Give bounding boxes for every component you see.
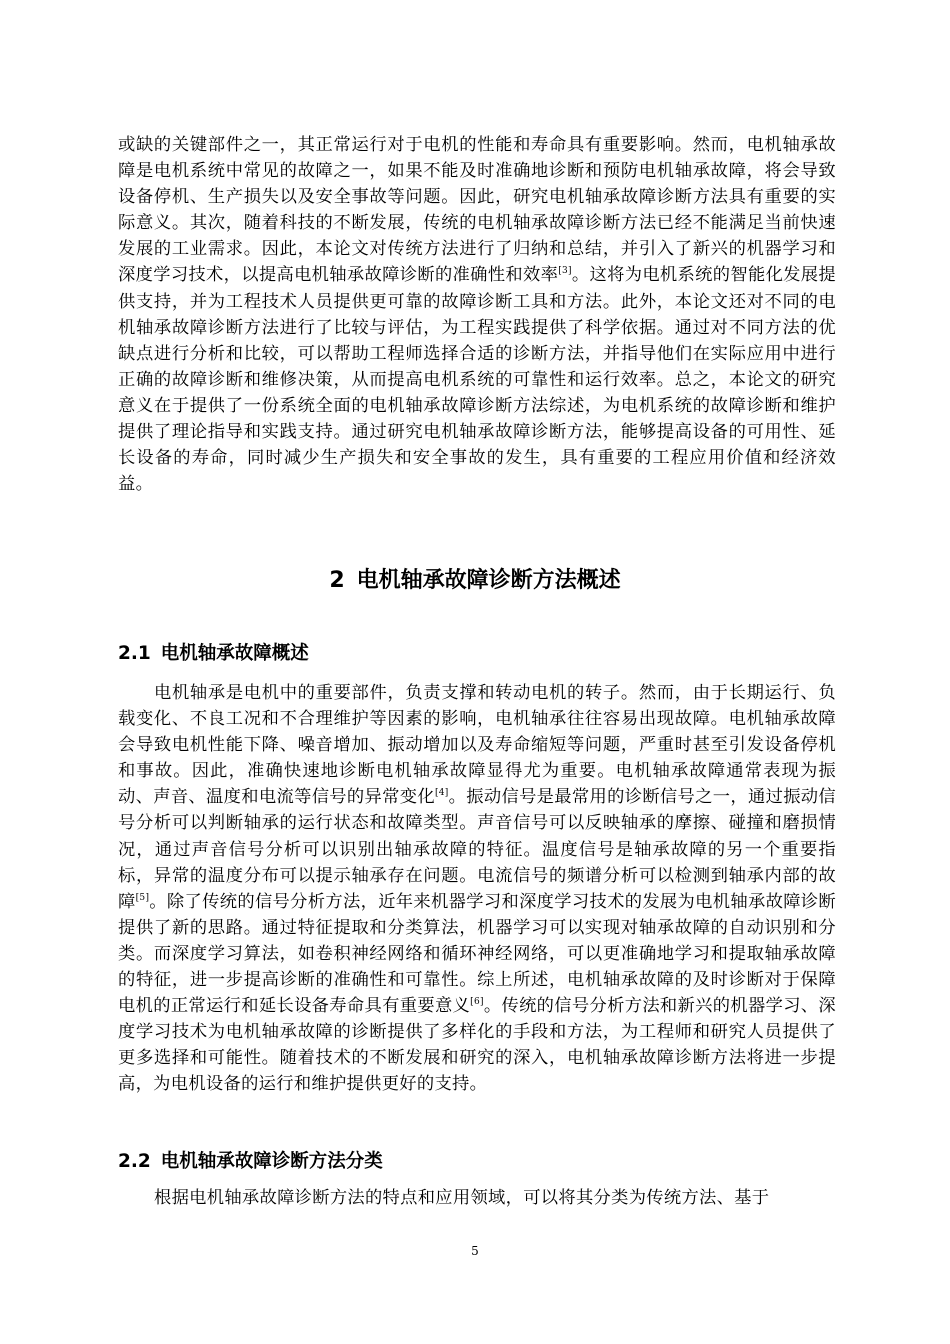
section-2-1-title: 电机轴承故障概述 (160, 643, 309, 664)
section-2-2-heading (118, 1149, 383, 1175)
intro-paragraph (118, 132, 836, 497)
citation-5: [5] (135, 892, 150, 903)
section-2-1-text-part3: 。除了传统的信号分析方法，近年来机器学习和深度学习技术的发展为电机轴承故障诊断提供了新的思路。通过特征提取和分类算法，机器学习可以实现对轴承故障的自动识别和分类。而深度学习算法，如卷积神经网络和循环神经网络，可以更准确地学习和提取轴承故障的特征，进一步提高诊断的准确性和可靠性。综上所述，电机轴承故障的及时诊断对于保障电机的正常运行和延长设备寿命具有重要意义 (118, 891, 836, 1017)
section-2-2-title: 电机轴承故障诊断方法分类 (160, 1151, 383, 1172)
section-2-1-number: 2.1 (118, 643, 151, 664)
section-2-1-text-part1: 电机轴承是电机中的重要部件，负责支撑和转动电机的转子。然而，由于长期运行、负载变化、不良工况和不合理维护等因素的影响，电机轴承往往容易出现故障。电机轴承故障会导致电机性能下降、噪音增加、振动增加以及寿命缩短等问题，严重时甚至引发设备停机和事故。因此，准确快速地诊断电机轴承故障显得尤为重要。电机轴承故障通常表现为振动、声音、温度和电流等信号的异常变化 (118, 683, 836, 808)
section-2-1-text-part4: 。传统的信号分析方法和新兴的机器学习、深度学习技术为电机轴承故障的诊断提供了多样化的手段和方法，为工程师和研究人员提供了更多选择和可能性。随着技术的不断发展和研究的深入，电机轴承故障诊断方法将进一步提高，为电机设备的运行和维护提供更好的支持。 (118, 996, 836, 1095)
section-2-1-text-part2: 。振动信号是最常用的诊断信号之一，通过振动信号分析可以判断轴承的运行状态和故障类型。声音信号可以反映轴承的摩擦、碰撞和磨损情况，通过声音信号分析可以识别出轴承故障的特征。温度信号是轴承故障的另一个重要指标，异常的温度分布可以提示轴承存在问题。电流信号的频谱分析可以检测到轴承内部的故障 (118, 787, 836, 912)
page-number: 5 (471, 1244, 479, 1258)
chapter-heading (0, 566, 950, 596)
section-2-1-heading (118, 641, 309, 667)
section-2-2-number: 2.2 (118, 1151, 151, 1172)
citation-4: [4] (434, 788, 449, 799)
chapter-title: 电机轴承故障诊断方法概述 (356, 568, 621, 593)
section-2-1-paragraph (118, 680, 836, 1098)
citation-3: [3] (558, 266, 572, 277)
intro-text-part2: 。这将为电机系统的智能化发展提供支持，并为工程技术人员提供更可靠的故障诊断工具和方法。此外，本论文还对不同的电机轴承故障诊断方法进行了比较与评估，为工程实践提供了科学依据。通过对不同方法的优缺点进行分析和比较，可以帮助工程师选择合适的诊断方法，并指导他们在实际应用中进行正确的故障诊断和维修决策，从而提高电机系统的可靠性和运行效率。总之，本论文的研究意义在于提供了一份系统全面的电机轴承故障诊断方法综述，为电机系统的故障诊断和维护提供了理论指导和实践支持。通过研究电机轴承故障诊断方法，能够提高设备的可用性、延长设备的寿命，同时减少生产损失和安全事故的发生，具有重要的工程应用价值和经济效益。 (118, 265, 836, 495)
citation-6: [6] (470, 997, 484, 1008)
section-2-2-paragraph: 根据电机轴承故障诊断方法的特点和应用领域，可以将其分类为传统方法、基于 (154, 1188, 770, 1208)
intro-text-part1: 或缺的关键部件之一，其正常运行对于电机的性能和寿命具有重要影响。然而，电机轴承故障是电机系统中常见的故障之一，如果不能及时准确地诊断和预防电机轴承故障，将会导致设备停机、生产损失以及安全事故等问题。因此，研究电机轴承故障诊断方法具有重要的实际意义。其次，随着科技的不断发展，传统的电机轴承故障诊断方法已经不能满足当前快速发展的工业需求。因此，本论文对传统方法进行了归纳和总结，并引入了新兴的机器学习和深度学习技术，以提高电机轴承故障诊断的准确性和效率 (118, 135, 836, 286)
chapter-number: 2 (329, 568, 345, 593)
